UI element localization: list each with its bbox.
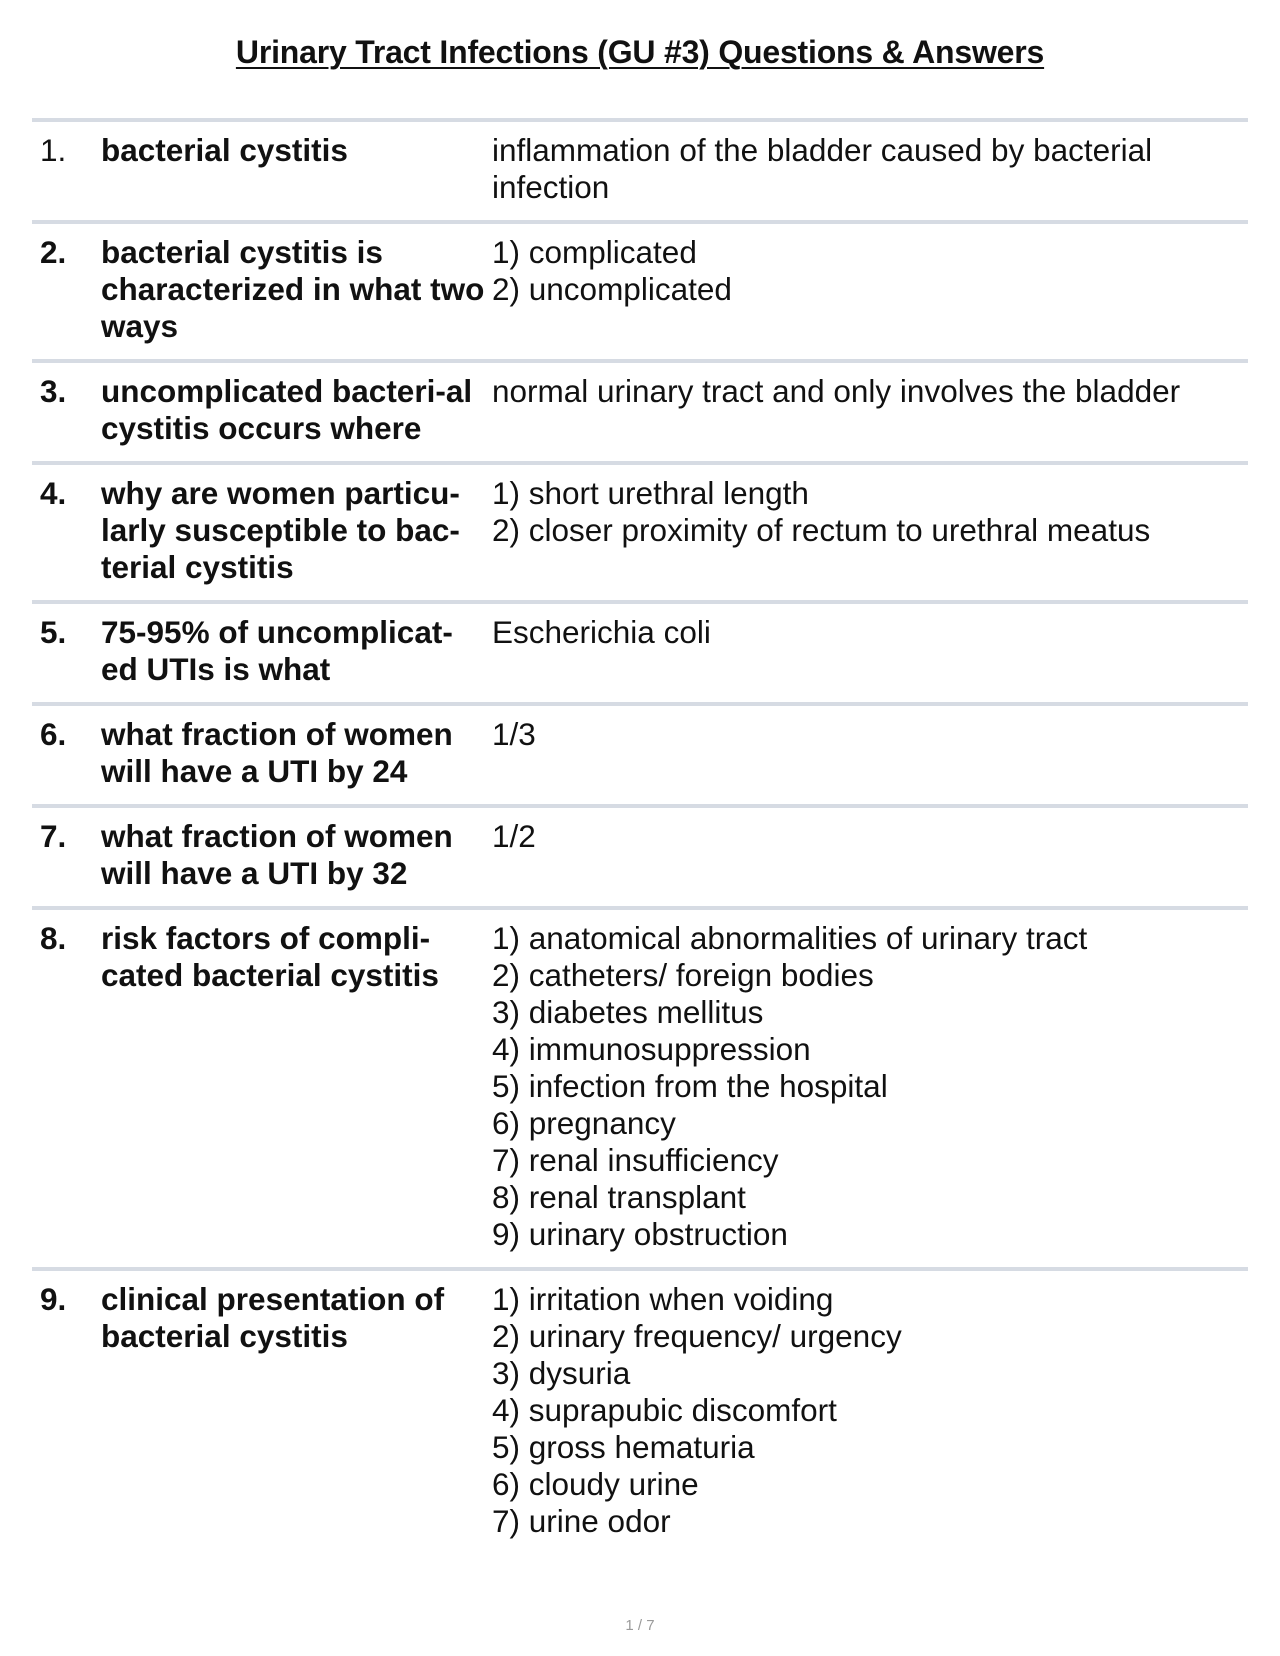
answer-line: 1/3	[492, 716, 536, 752]
answer-line: 1) short urethral length	[492, 475, 809, 511]
item-number: 2.	[40, 234, 67, 270]
answer-text	[492, 818, 1248, 892]
answer-line: 3) dysuria	[492, 1355, 631, 1391]
answer-line: 2) uncomplicated	[492, 271, 732, 307]
answer-line: 7) renal insufficiency	[492, 1142, 779, 1178]
answer-line: 1) irritation when voiding	[492, 1281, 834, 1317]
qa-row	[32, 1267, 1248, 1554]
answer-line: 5) gross hematuria	[492, 1429, 755, 1465]
question-text: what fraction of women will have a UTI by 24	[101, 716, 453, 789]
answer-line: 6) pregnancy	[492, 1105, 676, 1141]
item-number: 6.	[40, 716, 67, 752]
question-text: 75-95% of uncomplicat-ed UTIs is what	[101, 614, 453, 687]
question-text: why are women particu-larly susceptible to bac-terial cystitis	[101, 475, 460, 585]
answer-text	[492, 716, 1248, 790]
question-text: what fraction of women will have a UTI by 32	[101, 818, 453, 891]
answer-line: 1/2	[492, 818, 536, 854]
answer-line: infection	[492, 169, 610, 205]
document-title: Urinary Tract Infections (GU #3) Questions & Answers	[235, 34, 1045, 70]
qa-row	[32, 359, 1248, 461]
answer-text	[492, 1281, 1248, 1540]
answer-text	[492, 234, 1248, 345]
answer-line: normal urinary tract and only involves the bladder	[492, 373, 1181, 409]
answer-line: 2) catheters/ foreign bodies	[492, 957, 874, 993]
answer-line: 2) closer proximity of rectum to urethral meatus	[492, 512, 1151, 548]
item-number: 3.	[40, 373, 67, 409]
item-number: 4.	[40, 475, 67, 511]
answer-text	[492, 614, 1248, 688]
answer-line: 1) complicated	[492, 234, 697, 270]
answer-line: 6) cloudy urine	[492, 1466, 699, 1502]
item-number: 9.	[40, 1281, 67, 1317]
question-text: risk factors of compli-cated bacterial cystitis	[101, 920, 439, 993]
qa-row	[32, 702, 1248, 804]
item-number: 5.	[40, 614, 67, 650]
qa-row	[32, 804, 1248, 906]
item-number: 8.	[40, 920, 67, 956]
answer-line: 3) diabetes mellitus	[492, 994, 764, 1030]
answer-line: Escherichia coli	[492, 614, 711, 650]
answer-line: 8) renal transplant	[492, 1179, 746, 1215]
qa-row	[32, 118, 1248, 220]
answer-line: 9) urinary obstruction	[492, 1216, 788, 1252]
answer-text	[492, 475, 1248, 586]
qa-list	[32, 118, 1248, 1554]
qa-row	[32, 220, 1248, 359]
question-text: uncomplicated bacteri-al cystitis occurs where	[101, 373, 473, 446]
answer-line: 1) anatomical abnormalities of urinary tract	[492, 920, 1088, 956]
qa-row	[32, 461, 1248, 600]
answer-line: 4) suprapubic discomfort	[492, 1392, 837, 1428]
answer-line: 2) urinary frequency/ urgency	[492, 1318, 902, 1354]
question-text: clinical presentation of bacterial cystitis	[101, 1281, 445, 1354]
answer-line: inflammation of the bladder caused by bacterial	[492, 132, 1153, 168]
answer-line: 5) infection from the hospital	[492, 1068, 888, 1104]
question-text: bacterial cystitis	[101, 132, 348, 168]
qa-row	[32, 600, 1248, 702]
answer-text	[492, 920, 1248, 1253]
answer-line: 7) urine odor	[492, 1503, 671, 1539]
question-text: bacterial cystitis is characterized in what two ways	[101, 234, 485, 344]
answer-text	[492, 132, 1248, 206]
item-number: 1.	[40, 132, 67, 168]
item-number: 7.	[40, 818, 67, 854]
page-number: 1 / 7	[625, 1617, 655, 1634]
answer-text	[492, 373, 1248, 447]
answer-line: 4) immunosuppression	[492, 1031, 811, 1067]
qa-row	[32, 906, 1248, 1267]
